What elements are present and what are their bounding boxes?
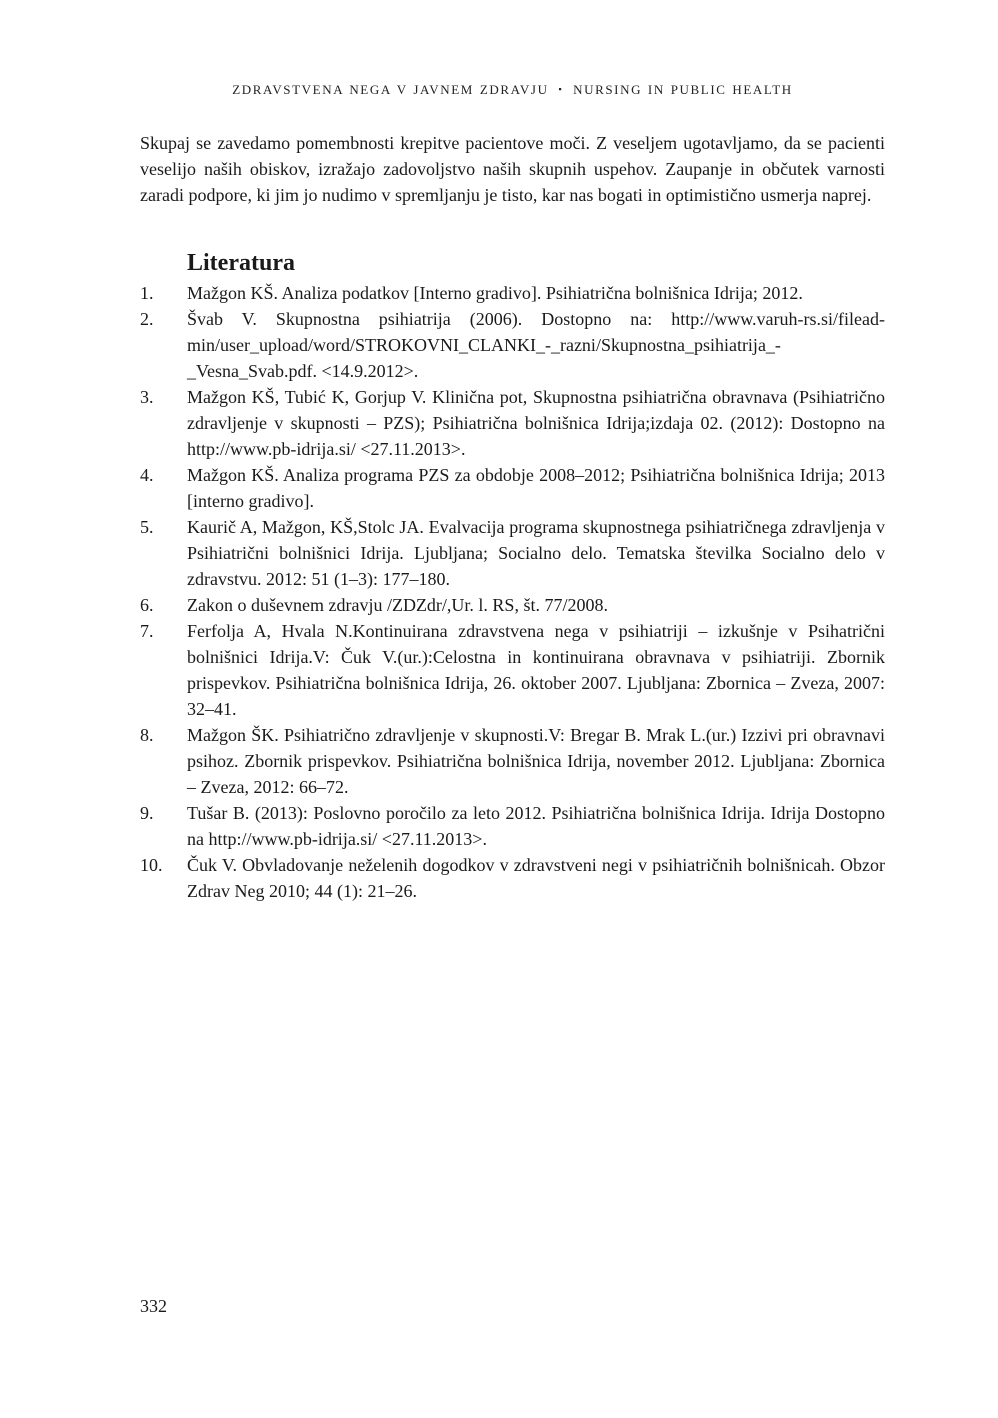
reference-item xyxy=(140,852,885,904)
reference-item xyxy=(140,592,885,618)
reference-item xyxy=(140,280,885,306)
reference-number: 9. xyxy=(140,803,154,823)
reference-number: 6. xyxy=(140,595,154,615)
reference-item xyxy=(140,306,885,384)
running-header xyxy=(140,82,885,98)
reference-item xyxy=(140,462,885,514)
reference-text: Mažgon KŠ. Analiza podatkov [Interno gradivo]. Psihiatrična bolnišnica Idrija; 2012. xyxy=(187,283,803,303)
reference-number: 10. xyxy=(140,855,163,875)
reference-text: Mažgon ŠK. Psihiatrično zdravljenje v skupnosti.V: Bregar B. Mrak L.(ur.) Izzivi pri obravnavi psihoz. Zbornik prispevkov. Psihiatrična bolnišnica Idrija, november 2012. Ljubljana: Zbornica – Zveza, 2012: 66–72. xyxy=(187,725,885,797)
reference-text: Zakon o duševnem zdravju /ZDZdr/,Ur. l. RS, št. 77/2008. xyxy=(187,595,608,615)
intro-paragraph: Skupaj se zavedamo pomembnosti krepitve pacientove moči. Z veseljem ugotavljamo, da se pacienti veselijo naših obiskov, izražajo zadovoljstvo naših skupnih uspehov. Zaupanje in občutek varnosti zaradi podpore, ki jim jo nudimo v spremljanju je tisto, kar nas bogati in optimistično usmerja naprej. xyxy=(140,133,885,205)
reference-number: 8. xyxy=(140,725,154,745)
reference-item xyxy=(140,514,885,592)
reference-text: Mažgon KŠ. Analiza programa PZS za obdobje 2008–2012; Psihiatrična bolnišnica Idrija; 2013 [interno gradivo]. xyxy=(187,465,885,511)
reference-text: Kaurič A, Mažgon, KŠ,Stolc JA. Evalvacija programa skupnostnega psihiatričnega zdravljenja v Psihiatrični bolnišnici Idrija. Ljubljana; Socialno delo. Tematska številka Socialno delo v zdravstvu. 2012: 51 (1–3): 177–180. xyxy=(187,517,885,589)
reference-number: 1. xyxy=(140,283,154,303)
reference-number: 2. xyxy=(140,309,154,329)
reference-text: Švab V. Skupnostna psihiatrija (2006). Dostopno na: http://www.varuh-rs.si/fileadmin/user_upload/word/STROKOVNI_CLANKI_-_razni/Skupnostna_psihiatrija_-_Vesna_Svab.pdf. <14.9.2012>. xyxy=(187,309,885,381)
running-header-right: NURSING IN PUBLIC HEALTH xyxy=(573,82,793,97)
reference-item xyxy=(140,722,885,800)
reference-list xyxy=(140,280,885,904)
reference-text: Ferfolja A, Hvala N.Kontinuirana zdravstvena nega v psihiatriji – izkušnje v Psihatrični bolnišnici Idrija.V: Čuk V.(ur.):Celostna in kontinuirana obravnava v psihiatriji. Zbornik prispevkov. Psihiatrična bolnišnica Idrija, 26. oktober 2007. Ljubljana: Zbornica – Zveza, 2007: 32–41. xyxy=(187,621,885,719)
reference-text: Čuk V. Obvladovanje neželenih dogodkov v zdravstveni negi v psihiatričnih bolnišnicah. Obzor Zdrav Neg 2010; 44 (1): 21–26. xyxy=(187,855,885,901)
reference-item xyxy=(140,384,885,462)
page-number: 332 xyxy=(140,1296,167,1316)
running-header-left: ZDRAVSTVENA NEGA V JAVNEM ZDRAVJU xyxy=(232,82,549,97)
reference-number: 4. xyxy=(140,465,154,485)
reference-item xyxy=(140,800,885,852)
reference-number: 5. xyxy=(140,517,154,537)
reference-number: 3. xyxy=(140,387,154,407)
reference-number: 7. xyxy=(140,621,154,641)
running-header-separator: ▪ xyxy=(558,84,564,94)
reference-text: Tušar B. (2013): Poslovno poročilo za leto 2012. Psihiatrična bolnišnica Idrija. Idrija Dostopno na http://www.pb-idrija.si/ <27.11.2013>. xyxy=(187,803,885,849)
reference-text: Mažgon KŠ, Tubić K, Gorjup V. Klinična pot, Skupnostna psihiatrična obravnava (Psihiatrično zdravljenje v skupnosti – PZS); Psihiatrična bolnišnica Idrija;izdaja 02. (2012): Dostopno na http://www.pb-idrija.si/ <27.11.2013>. xyxy=(187,387,885,459)
reference-item xyxy=(140,618,885,722)
literature-heading: Literatura xyxy=(187,250,295,276)
